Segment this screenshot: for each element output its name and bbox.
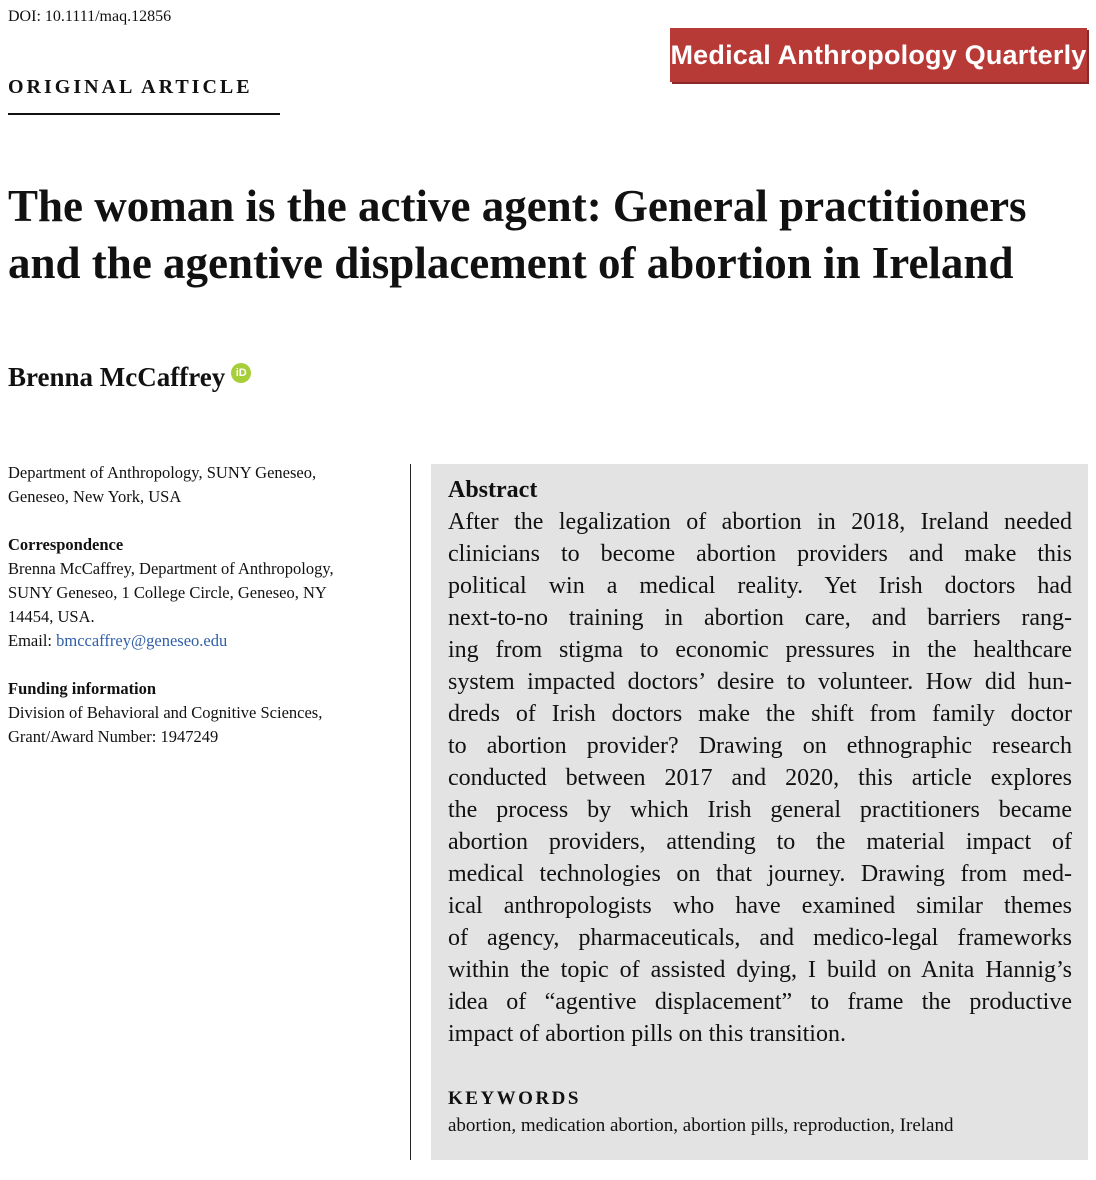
article-type-rule	[8, 113, 280, 115]
column-divider	[410, 464, 411, 1160]
keywords-list: abortion, medication abortion, abortion pills, reproduction, Ireland	[448, 1115, 954, 1136]
orcid-icon[interactable]: iD	[231, 363, 251, 383]
author-name: Brenna McCaffrey	[8, 362, 226, 392]
abstract-heading: Abstract	[448, 477, 538, 503]
affiliation	[8, 461, 388, 509]
abstract-line: idea of “agentive displacement” to frame the productive	[448, 989, 1072, 1015]
correspondence-line: Brenna McCaffrey, Department of Anthropology,	[8, 559, 334, 578]
correspondence-line: SUNY Geneseo, 1 College Circle, Geneseo, NY	[8, 583, 327, 602]
abstract-line: After the legalization of abortion in 2018, Ireland needed	[448, 509, 1072, 535]
author	[8, 362, 251, 393]
email-link[interactable]: bmccaffrey@geneseo.edu	[56, 631, 228, 650]
abstract-line: ical anthropologists who have examined similar themes	[448, 893, 1072, 919]
keywords-heading: KEYWORDS	[448, 1088, 581, 1109]
affiliation-line: Geneseo, New York, USA	[8, 487, 182, 506]
abstract-line: of agency, pharmaceuticals, and medico-legal frameworks	[448, 925, 1072, 951]
funding	[8, 677, 388, 749]
doi: DOI: 10.1111/maq.12856	[8, 8, 172, 25]
correspondence-line: 14454, USA.	[8, 607, 95, 626]
abstract-line: system impacted doctors’ desire to volunteer. How did hun-	[448, 669, 1072, 695]
funding-line: Division of Behavioral and Cognitive Sciences,	[8, 703, 323, 722]
journal-badge: Medical Anthropology Quarterly	[670, 28, 1087, 82]
article-info-sidebar	[8, 461, 388, 773]
article-type: ORIGINAL ARTICLE	[8, 76, 253, 98]
correspondence-email	[8, 629, 388, 653]
abstract-line: conducted between 2017 and 2020, this article explores	[448, 765, 1072, 791]
abstract-line: next-to-no training in abortion care, and barriers rang-	[448, 605, 1072, 631]
abstract-box	[431, 464, 1088, 1160]
abstract-line: within the topic of assisted dying, I build on Anita Hannig’s	[448, 957, 1072, 983]
abstract-line: clinicians to become abortion providers and make this	[448, 541, 1072, 567]
abstract-text	[448, 506, 1072, 1050]
correspondence-heading: Correspondence	[8, 535, 124, 554]
abstract-line: ing from stigma to economic pressures in the healthcare	[448, 637, 1072, 663]
email-label: Email:	[8, 631, 57, 650]
funding-heading: Funding information	[8, 679, 157, 698]
abstract-line: medical technologies on that journey. Drawing from med-	[448, 861, 1072, 887]
abstract-line: impact of abortion pills on this transition.	[448, 1021, 846, 1047]
article-title: The woman is the active agent: General practitioners and the agentive displacement of abortion in Ireland	[8, 181, 1027, 288]
correspondence	[8, 533, 388, 653]
abstract-line: political win a medical reality. Yet Irish doctors had	[448, 573, 1072, 599]
abstract-line: dreds of Irish doctors make the shift from family doctor	[448, 701, 1072, 727]
affiliation-line: Department of Anthropology, SUNY Geneseo,	[8, 463, 317, 482]
funding-line: Grant/Award Number: 1947249	[8, 727, 219, 746]
abstract-line: abortion providers, attending to the material impact of	[448, 829, 1072, 855]
abstract-line: the process by which Irish general practitioners became	[448, 797, 1072, 823]
abstract-line: to abortion provider? Drawing on ethnographic research	[448, 733, 1072, 759]
